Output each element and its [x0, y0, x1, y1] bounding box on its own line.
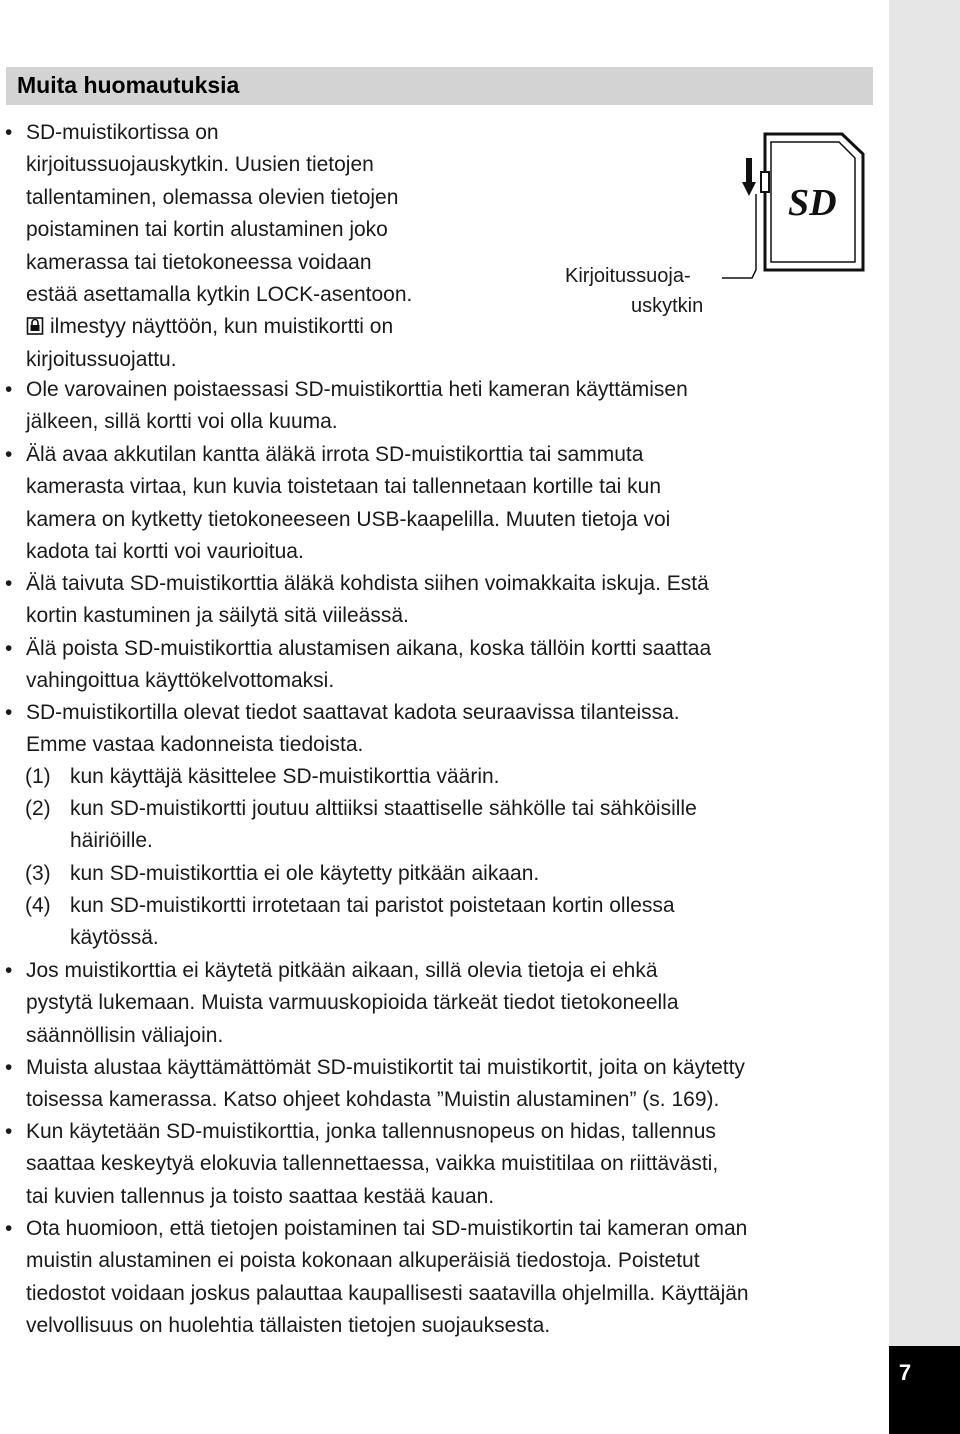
text-line: häiriöille. — [70, 829, 153, 853]
text-line: käytössä. — [70, 926, 159, 950]
lock-icon-text: ilmestyy näyttöön, kun muistikortti on — [50, 315, 394, 339]
text-line: Emme vastaa kadonneista tiedoista. — [26, 733, 364, 757]
text-line: toisessa kamerassa. Katso ohjeet kohdasta ”Muistin alustaminen” (s. 169). — [26, 1088, 720, 1112]
text-line: kun SD-muistikorttia ei ole käytetty pitkään aikaan. — [70, 862, 540, 885]
text-line: velvollisuus on huolehtia tällaisten tietojen suojauksesta. — [26, 1314, 551, 1338]
text-line: kirjoitussuojattu. — [26, 347, 177, 371]
bullet-marker: • — [5, 959, 13, 982]
switch-label-line2: uskytkin — [631, 295, 704, 317]
switch-label-line1: Kirjoitussuoja- — [565, 265, 691, 287]
text-line: saattaa keskeytyä elokuvia tallennettaessa, vaikka muistitilaa on riittävästi, — [26, 1152, 719, 1176]
item-number: (2) — [25, 797, 51, 820]
text-line: pystytä lukemaan. Muista varmuuskopioida tärkeät tiedot tietokoneella — [26, 991, 679, 1015]
sd-logo: SD — [788, 182, 837, 224]
text-line: tallentaminen, olemassa olevien tietojen — [26, 185, 399, 209]
text-line: SD-muistikortissa on — [26, 121, 219, 144]
item-number: (1) — [25, 765, 51, 788]
text-line: kortin kastuminen ja säilytä sitä viileässä. — [26, 604, 409, 628]
page-number-tab — [889, 1346, 960, 1434]
text-line: jälkeen, sillä kortti voi olla kuuma. — [26, 410, 338, 434]
text-line: tiedostot voidaan joskus palauttaa kaupallisesti saatavilla ohjelmilla. Käyttäjän — [26, 1281, 749, 1305]
section-title: Muita huomautuksia — [17, 72, 240, 98]
text-line: Älä poista SD-muistikorttia alustamisen aikana, koska tällöin kortti saattaa — [26, 637, 712, 660]
text-line: säännöllisin väliajoin. — [26, 1023, 224, 1047]
text-line: kun SD-muistikortti joutuu alttiiksi staattiselle sähkölle tai sähköisille — [70, 797, 697, 820]
text-line: Älä avaa akkutilan kantta äläkä irrota SD-muistikorttia tai sammuta — [26, 443, 644, 466]
write-protect-lock-icon — [26, 316, 44, 336]
text-line: kamerasta virtaa, kun kuvia toistetaan tai tallennetaan kortille tai kun — [26, 475, 662, 499]
bullet-marker: • — [5, 443, 13, 466]
text-line: Ole varovainen poistaessasi SD-muistikorttia heti kameran käyttämisen — [26, 378, 688, 401]
text-line: SD-muistikortilla olevat tiedot saattavat kadota seuraavissa tilanteissa. — [26, 701, 680, 724]
text-line: kadota tai kortti voi vaurioitua. — [26, 540, 304, 564]
text-line: Ota huomioon, että tietojen poistaminen tai SD-muistikortin tai kameran oman — [26, 1217, 748, 1240]
bullet-marker: • — [5, 572, 13, 595]
page-number: 7 — [898, 1360, 912, 1385]
bullet-marker: • — [5, 637, 13, 660]
bullet-marker: • — [5, 701, 13, 724]
text-line: Jos muistikorttia ei käytetä pitkään aikaan, sillä olevia tietoja ei ehkä — [26, 959, 658, 982]
text-line: Muista alustaa käyttämättömät SD-muistikortit tai muistikortit, joita on käytetty — [26, 1056, 745, 1079]
sd-card-figure — [556, 130, 876, 330]
text-line: kun käyttäjä käsittelee SD-muistikorttia väärin. — [70, 765, 500, 788]
text-line: estää asettamalla kytkin LOCK-asentoon. — [26, 282, 413, 306]
text-line-with-icon — [26, 311, 412, 343]
text-line: kun SD-muistikortti irrotetaan tai paristot poistetaan kortin ollessa — [70, 894, 675, 917]
bullet-marker: • — [5, 378, 13, 401]
text-line: poistaminen tai kortin alustaminen joko — [26, 218, 388, 242]
text-line: Älä taivuta SD-muistikorttia äläkä kohdista siihen voimakkaita iskuja. Estä — [26, 572, 709, 595]
sd-card-illustration — [556, 130, 876, 330]
text-line: muistin alustaminen ei poista kokonaan alkuperäisiä tiedostoja. Poistetut — [26, 1249, 700, 1273]
bullet-marker: • — [5, 1056, 13, 1079]
text-line: kirjoitussuojauskytkin. Uusien tietojen — [26, 153, 374, 177]
text-line: kamerassa tai tietokoneessa voidaan — [26, 250, 372, 274]
text-line: Kun käytetään SD-muistikorttia, jonka tallennusnopeus on hidas, tallennus — [26, 1120, 716, 1143]
bullet-marker: • — [5, 1217, 13, 1240]
item-number: (3) — [25, 862, 51, 885]
text-line: kamera on kytketty tietokoneeseen USB-kaapelilla. Muuten tietoja voi — [26, 507, 671, 531]
text-line: tai kuvien tallennus ja toisto saattaa kestää kauan. — [26, 1184, 495, 1208]
bullet-marker: • — [5, 121, 13, 144]
bullet-marker: • — [5, 1120, 13, 1143]
section-header — [6, 67, 873, 105]
item-number: (4) — [25, 894, 51, 917]
side-margin-strip — [889, 0, 960, 1434]
text-line: vahingoittua käyttökelvottomaksi. — [26, 669, 335, 693]
